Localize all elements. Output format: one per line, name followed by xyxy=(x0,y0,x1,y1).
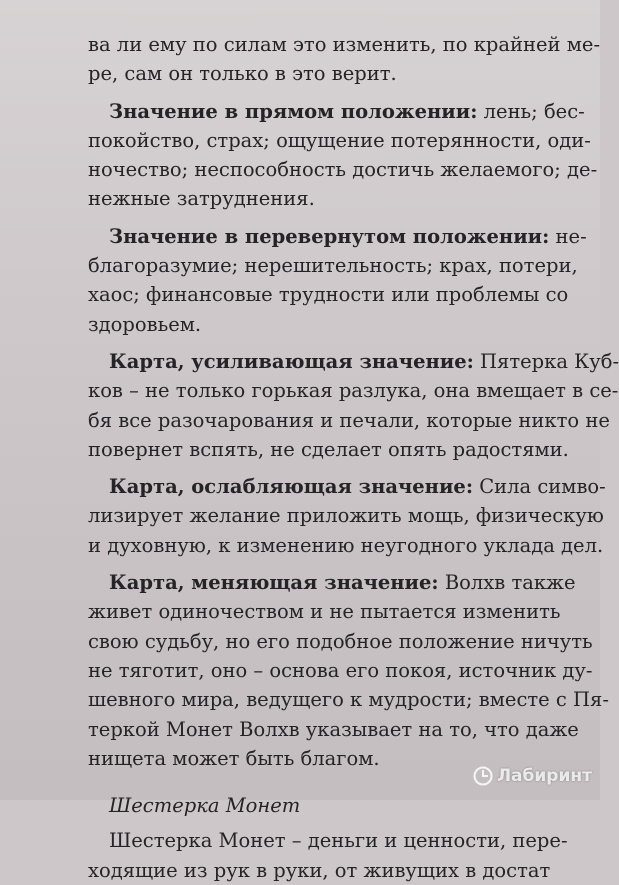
paragraph-gap xyxy=(88,214,508,222)
text-line xyxy=(88,184,508,213)
text-line xyxy=(88,744,508,773)
text-line xyxy=(88,685,609,714)
line-text: лизирует желание приложить мощь, физическую xyxy=(88,504,604,528)
line-text: не- xyxy=(549,224,587,248)
line-text: и духовную, к изменению неугодного уклада дел. xyxy=(88,533,604,557)
text-line xyxy=(88,280,569,309)
text-line xyxy=(88,222,587,251)
line-text: бя все разочарования и печали, которые никто не xyxy=(88,408,610,432)
text-line xyxy=(88,406,610,435)
paragraph-gap xyxy=(88,89,508,97)
line-text: Сила симво- xyxy=(473,475,606,499)
text-line xyxy=(88,656,593,685)
text-line xyxy=(88,435,569,464)
text-line xyxy=(88,531,604,560)
bold-label: Карта, меняющая значение: xyxy=(109,571,439,595)
text-line xyxy=(88,251,578,280)
line-text: здоровьем. xyxy=(88,312,202,336)
paragraph xyxy=(88,568,609,773)
line-text: Волхв также xyxy=(438,571,576,595)
text-line xyxy=(88,310,508,339)
text-line xyxy=(88,97,585,126)
paragraph xyxy=(88,30,601,89)
paragraph xyxy=(88,826,568,885)
paragraph xyxy=(88,97,598,214)
line-text: ва ли ему по силам это изменить, по крайней ме- xyxy=(88,33,601,56)
section-heading: Шестерка Монет xyxy=(109,794,301,818)
text-line xyxy=(88,856,551,885)
text-line xyxy=(88,715,579,744)
line-text: повернет вспять, не сделает опять радостями. xyxy=(88,437,569,461)
line-text: ков – не только горькая разлука, она вмещает в се- xyxy=(88,379,619,403)
line-text: хаос; финансовые трудности или проблемы со xyxy=(88,283,569,307)
text-line xyxy=(88,347,619,376)
paragraph-gap xyxy=(88,773,508,781)
text-line xyxy=(88,376,619,405)
line-text: нежные затруднения. xyxy=(88,187,315,211)
watermark xyxy=(473,766,592,786)
bold-label: Карта, усиливающая значение: xyxy=(109,349,474,373)
paragraph-gap xyxy=(88,339,508,347)
text-line xyxy=(88,826,568,855)
line-text: свою судьбу, но его подобное положение ничуть xyxy=(88,629,593,653)
text-line xyxy=(88,568,576,597)
text-line xyxy=(88,30,601,59)
paragraph xyxy=(88,472,606,560)
line-text: живет одиночеством и не пытается изменить xyxy=(88,600,561,624)
line-text: нищета может быть благом. xyxy=(88,746,380,770)
line-text: теркой Монет Волхв указывает на то, что даже xyxy=(88,717,579,741)
line-text: шевного мира, ведущего к мудрости; вместе с Пя- xyxy=(88,688,609,712)
watermark-text: Лабиринт xyxy=(496,766,592,786)
labyrinth-logo-icon xyxy=(473,766,493,786)
text-line xyxy=(88,627,593,656)
bold-label: Значение в прямом положении: xyxy=(109,99,478,123)
line-text: благоразумие; нерешительность; крах, потери, xyxy=(88,254,578,278)
text-line xyxy=(88,501,604,530)
bold-label: Значение в перевернутом положении: xyxy=(109,224,550,248)
line-text: лень; бес- xyxy=(477,99,585,123)
line-text: ре, сам он только в это верит. xyxy=(88,62,397,86)
bold-label: Карта, ослабляющая значение: xyxy=(109,475,474,499)
paragraph-gap xyxy=(88,464,508,472)
text-line xyxy=(88,472,606,501)
text-line xyxy=(88,59,508,88)
paragraph xyxy=(88,347,619,464)
text-line xyxy=(88,126,591,155)
line-text: покойство, страх; ощущение потерянности, оди- xyxy=(88,128,591,152)
paragraph xyxy=(88,222,587,339)
line-text: ночество; неспособность достичь желаемого; де- xyxy=(88,158,598,182)
paragraph-gap xyxy=(88,560,508,568)
line-text: ходящие из рук в руки, от живущих в достат xyxy=(88,858,551,882)
text-line xyxy=(88,597,561,626)
line-text: Шестерка Монет – деньги и ценности, пере- xyxy=(109,829,568,853)
line-text: не тяготит, оно – основа его покоя, источник ду- xyxy=(88,658,593,682)
line-text: Пятерка Куб- xyxy=(473,349,619,373)
text-line xyxy=(88,155,598,184)
